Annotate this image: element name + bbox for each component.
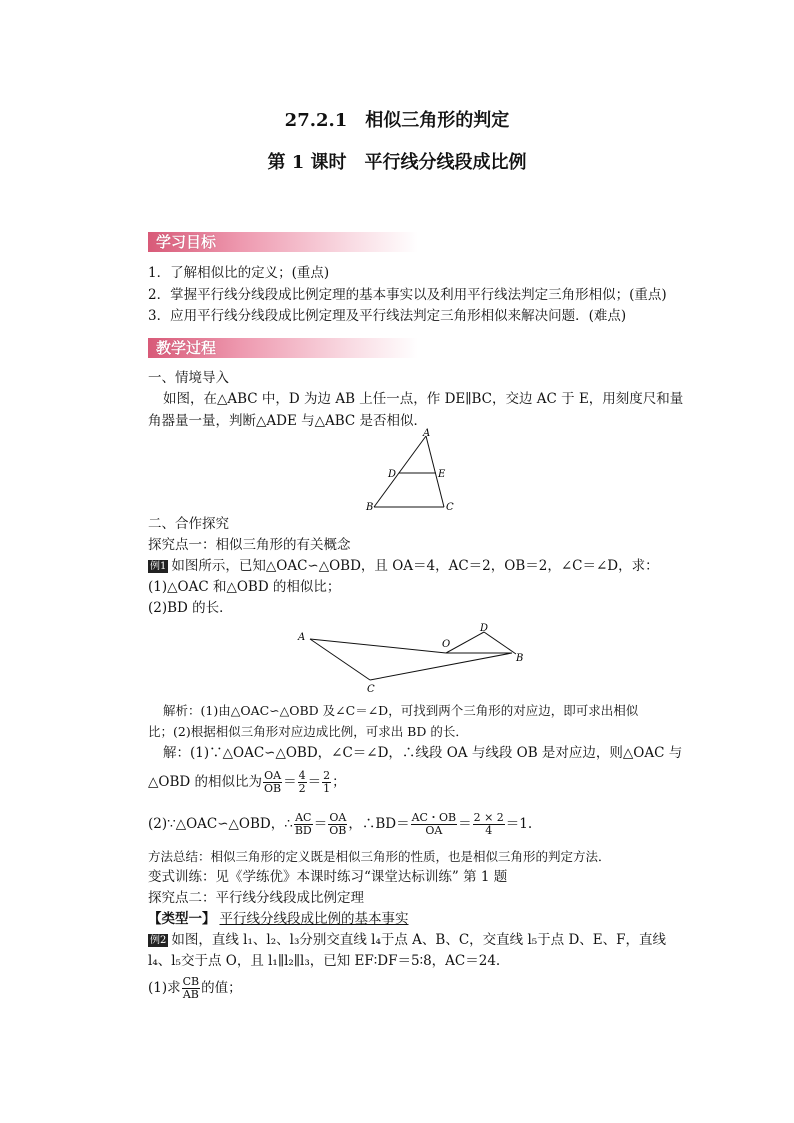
intro-text: 角器量一量，判断△ADE 与△ABC 是否相似． [148,413,428,429]
fraction [298,770,307,795]
type-heading [148,910,409,928]
question: (2)BD 的长． [148,600,233,616]
fraction [263,770,282,795]
fig1-label-c: C [446,502,454,513]
fraction-num: AC [295,811,312,824]
example-text: 如图，直线 l₁、l₂、l₃分别交直线 l₄于点 A、B、C，交直线 l₅于点 D、E、F，直线 [171,932,667,948]
objective-item: 2．掌握平行线分线段成比例定理的基本事实以及利用平行线法判定三角形相似；(重点) [148,287,667,303]
example-text: l₄、l₅交于点 O，且 l₁∥l₂∥l₃，已知 EF∶DF＝5∶8，AC＝24. [148,953,501,969]
analysis-text: 解析：(1)由△OAC∽△OBD 及∠C＝∠D，可找到两个三角形的对应边，即可求出相似 [163,703,639,718]
analysis-text: 比；(2)根据相似三角形对应边成比例，可求出 BD 的长． [148,724,468,739]
solution-text: ； [332,774,346,790]
equals: ＝ [283,774,297,790]
example-1 [148,557,659,575]
variant-training: 变式训练：见《学练优》本课时练习“课堂达标训练” 第 1 题 [148,869,508,885]
method-summary: 方法总结：相似三角形的定义既是相似三角形的性质，也是相似三角形的判定方法． [148,849,611,864]
fig1-label-d: D [388,469,397,480]
fig1-label-e: E [438,469,446,480]
fraction [411,812,457,837]
intro-text: 如图，在△ABC 中，D 为边 AB 上任一点，作 DE∥BC，交边 AC 于 E，用刻度尺和量 [163,391,684,407]
fraction-num: 2 [323,769,331,782]
solution-text: 解：(1)∵△OAC∽△OBD，∠C＝∠D，∴线段 OA 与线段 OB 是对应边，则△OAC 与 [163,745,683,761]
solution-ratio [148,766,346,798]
equals: ＝ [313,816,328,832]
question-text: (1)求 [148,980,181,996]
fig2-label-o: O [442,639,451,650]
fraction-den: 1 [323,782,331,795]
fraction-den: AB [182,988,199,1001]
example-badge: 例2 [150,935,167,946]
fraction-den: OB [329,824,347,837]
exploration-point: 探究点二：平行线分线段成比例定理 [148,890,364,906]
fig1-label-b: B [366,502,374,513]
fraction-den: OA [425,824,443,837]
section-process [148,338,418,358]
fraction-den: 4 [485,824,493,837]
solution-bd [148,808,532,840]
type-title: 平行线分线段成比例的基本事实 [219,911,409,927]
fraction [322,770,331,795]
fraction-num: CB [182,975,200,988]
fraction-num: 4 [298,769,306,782]
fig2-label-d: D [480,623,489,634]
bowtie-triangles-figure [294,618,534,696]
type-label: 【类型一】 [148,911,216,927]
objective-item: 3．应用平行线分线段成比例定理及平行线法判定三角形相似来解决问题．(难点) [148,308,627,324]
solution-text: △OBD 的相似比为 [148,774,262,790]
fraction-den: 2 [298,782,306,795]
example-2 [148,931,666,949]
example-text: 如图所示，已知△OAC∽△OBD，且 OA＝4，AC＝2，OB＝2，∠C＝∠D，求： [171,558,659,574]
solution-text: ＝1. [505,816,533,832]
fraction [328,812,347,837]
fraction [473,812,505,837]
section-process-label: 教学过程 [156,339,217,357]
part-heading: 二、合作探究 [148,516,229,532]
equals: ＝ [307,774,322,790]
page-subtitle: 第 1 课时 平行线分线段成比例 [267,152,527,173]
section-objectives [148,232,418,252]
fraction-num: OA [329,811,347,824]
fraction-num: 2 × 2 [473,811,504,824]
part-heading: 一、情境导入 [148,370,229,386]
fig2-label-a: A [298,632,306,643]
fraction-den: BD [294,824,312,837]
fig2-label-b: B [516,653,524,664]
fig1-label-a: A [423,428,431,439]
exploration-point: 探究点一：相似三角形的有关概念 [148,537,351,553]
fraction-num: OA [264,769,282,782]
page-title: 27.2.1 相似三角形的判定 [284,110,510,131]
triangle-ade-figure [360,424,470,516]
solution-text: ，∴BD＝ [348,816,410,832]
fig2-label-c: C [367,684,375,695]
solution-text: (2)∵△OAC∽△OBD，∴ [148,816,293,832]
fraction [182,976,201,1001]
equals: ＝ [458,816,472,832]
objective-item: 1．了解相似比的定义；(重点) [148,265,330,281]
question: (1)△OAC 和△OBD 的相似比； [148,579,341,595]
fraction-den: OB [264,782,282,795]
question [148,972,242,1004]
example-badge: 例1 [150,561,167,572]
question-text: 的值； [201,980,242,996]
fraction [294,812,313,837]
section-objectives-label: 学习目标 [156,233,217,251]
fraction-num: AC・OB [411,811,457,824]
